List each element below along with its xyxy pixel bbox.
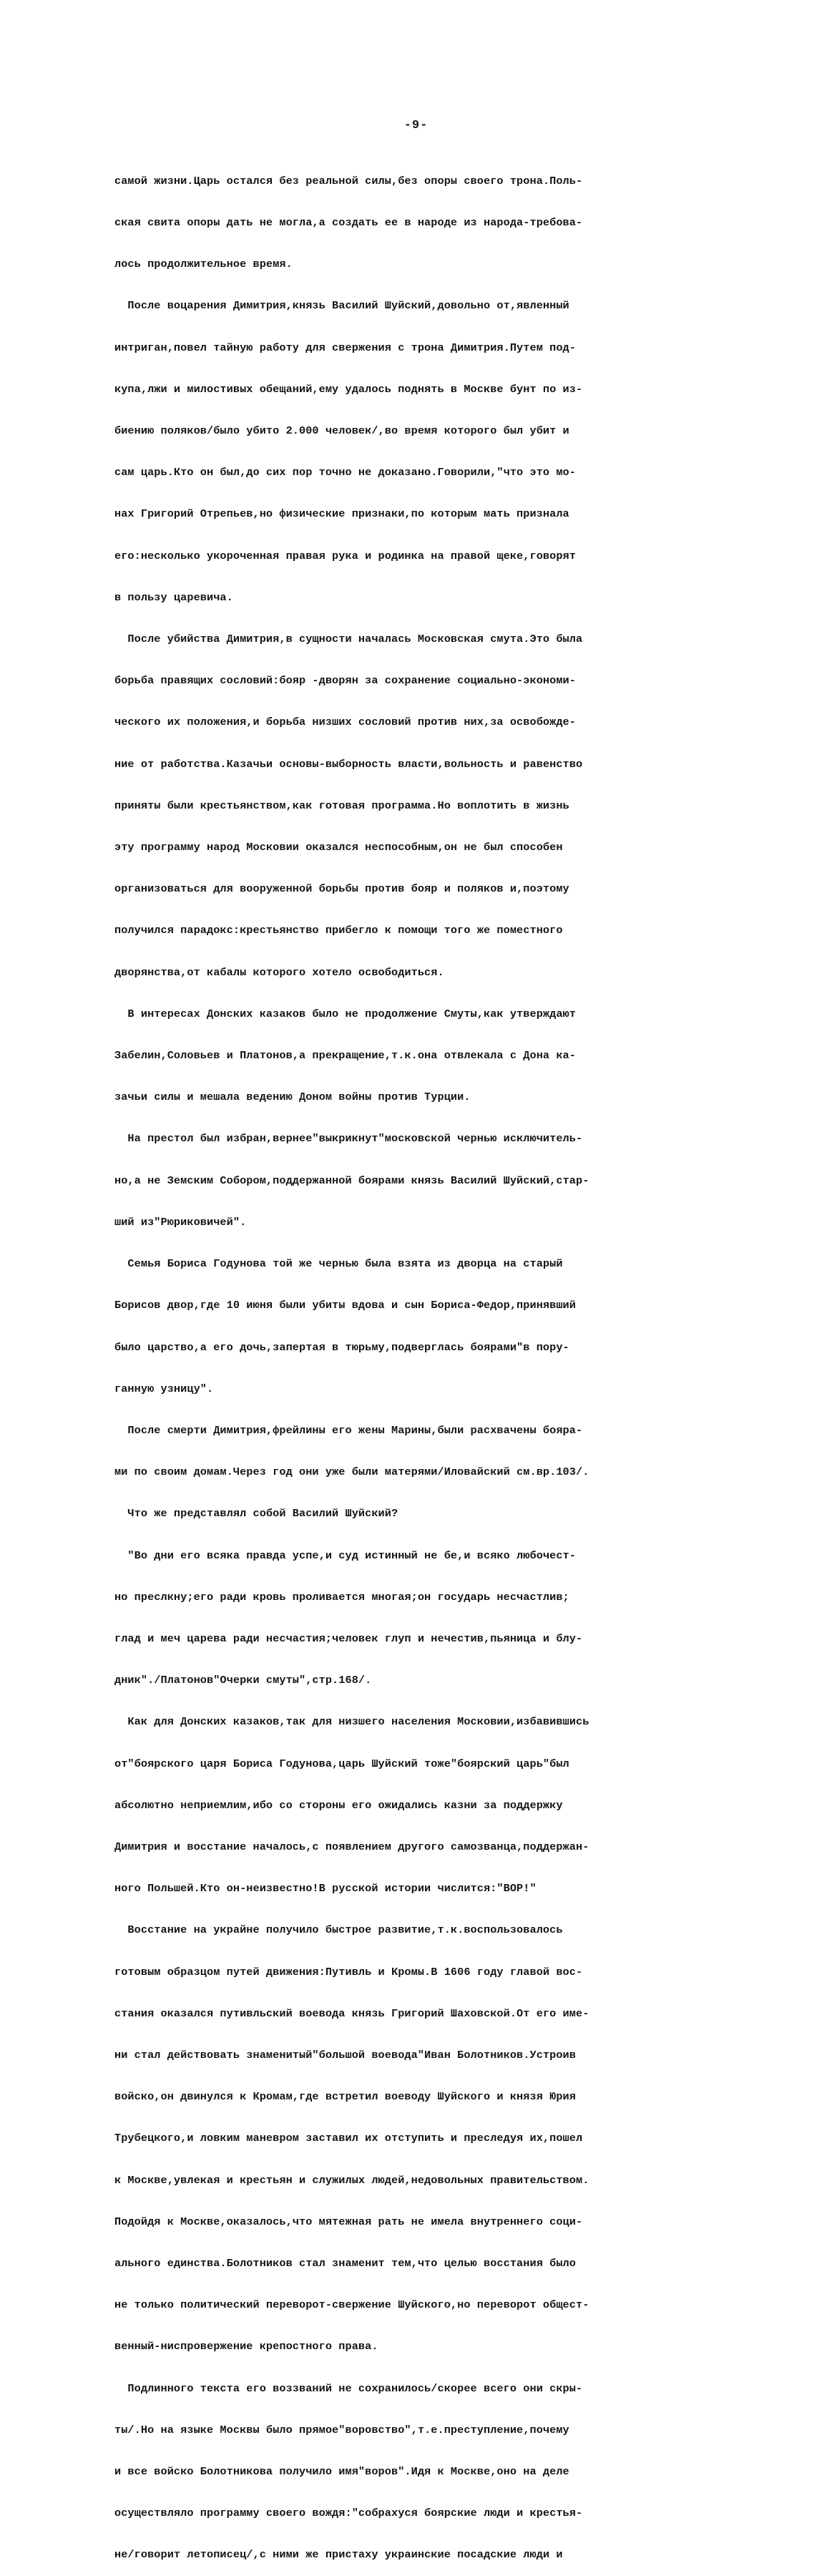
text-line: к Москве,увлекая и крестьян и служилых людей,недовольных правительством. <box>114 2173 589 2187</box>
text-line: ческого их положения,и борьба низших сословий против них,за освобожде- <box>114 716 576 729</box>
text-line: Как для Донских казаков,так для низшего населения Московии,избавившись <box>114 1715 589 1729</box>
text-line: но,а не Земским Собором,поддержанной боярами князь Василий Шуйский,стар- <box>114 1174 589 1187</box>
text-line: дник"./Платонов"Очерки смуты",стр.168/. <box>114 1674 372 1687</box>
text-line: ганную узницу". <box>114 1382 214 1395</box>
text-line: дворянства,от кабалы которого хотело освободиться. <box>114 965 444 979</box>
text-line: После смерти Димитрия,фрейлины его жены Марины,были расхвачены бояра- <box>114 1423 583 1437</box>
text-line: нах Григорий Отрепьев,но физические признаки,по которым мать признала <box>114 507 569 521</box>
text-line: зачьи силы и мешала ведению Доном войны против Турции. <box>114 1091 471 1104</box>
text-line: Подлинного текста его воззваний не сохранилось/скорее всего они скры- <box>114 2381 583 2395</box>
text-line: абсолютно неприемлим,ибо со стороны его ожидались казни за поддержку <box>114 1798 563 1812</box>
text-line: глад и меч царева ради несчастия;человек глуп и нечестив,пьяница и блу- <box>114 1631 583 1645</box>
text-line: эту программу народ Московии оказался неспособным,он не был способен <box>114 841 563 854</box>
text-line: не только политический переворот-свержение Шуйского,но переворот общест- <box>114 2298 589 2312</box>
text-line: ты/.Но на языке Москвы было прямое"воровство",т.е.преступление,почему <box>114 2423 569 2436</box>
text-line: ми по своим домам.Через год они уже были матерями/Иловайский см.вр.103/. <box>114 1465 589 1479</box>
text-line: было царство,а его дочь,запертая в тюрьму,подверглась боярами"в пору- <box>114 1340 569 1354</box>
text-line: ший из"Рюриковичей". <box>114 1215 247 1229</box>
text-line: купа,лжи и милостивых обещаний,ему удалось поднять в Москве бунт по из- <box>114 382 583 396</box>
text-line: сам царь.Кто он был,до сих пор точно не доказано.Говорили,"что это мо- <box>114 466 576 479</box>
text-line: После воцарения Димитрия,князь Василий Шуйский,довольно от,явленный <box>114 299 569 313</box>
text-line: ни стал действовать знаменитый"большой воевода"Иван Болотников.Устроив <box>114 2048 576 2062</box>
text-line: Восстание на украйне получило быстрое развитие,т.к.воспользовалось <box>114 1923 563 1937</box>
text-line: ного Польшей.Кто он-неизвестно!В русской истории числится:"ВОР!" <box>114 1882 537 1896</box>
text-line: Семья Бориса Годунова той же чернью была взята из дворца на старый <box>114 1257 563 1271</box>
text-line: Борисов двор,где 10 июня были убиты вдова и сын Бориса-Федор,принявший <box>114 1299 576 1312</box>
text-line: от"боярского царя Бориса Годунова,царь Шуйский тоже"боярский царь"был <box>114 1757 569 1770</box>
text-line: борьба правящих сословий:бояр -дворян за сохранение социально-экономи- <box>114 674 576 688</box>
text-line: Трубецкого,и ловким маневром заставил их отступить и преследуя их,пошел <box>114 2132 583 2145</box>
text-line: После убийства Димитрия,в сущности началась Московская смута.Это была <box>114 633 583 646</box>
text-line: лось продолжительное время. <box>114 258 293 271</box>
text-line: интриган,повел тайную работу для свержения с трона Димитрия.Путем под- <box>114 341 576 354</box>
text-line: биению поляков/было убито 2.000 человек/,во время которого был убит и <box>114 424 569 438</box>
text-line: Что же представлял собой Василий Шуйский? <box>114 1507 398 1521</box>
text-line: В интересах Донских казаков было не продолжение Смуты,как утверждают <box>114 1007 576 1020</box>
text-line: его:несколько укороченная правая рука и родинка на правой щеке,говорят <box>114 549 576 562</box>
text-line: На престол был избран,вернее"выкрикнут"московской чернью исключитель- <box>114 1132 583 1146</box>
text-line: ального единства.Болотников стал знаменит тем,что целью восстания было <box>114 2256 576 2270</box>
text-line: "Во дни его всяка правда успе,и суд истинный не бе,и всяко любочест- <box>114 1548 576 1562</box>
text-line: Забелин,Соловьев и Платонов,а прекращение,т.к.она отвлекала с Дона ка- <box>114 1049 576 1063</box>
document-body <box>114 147 724 2576</box>
text-line: стания оказался путивльский воевода князь Григорий Шаховской.От его име- <box>114 2006 589 2020</box>
text-line: венный-ниспровержение крепостного права. <box>114 2340 378 2353</box>
text-line: организоваться для вооруженной борьбы против бояр и поляков и,поэтому <box>114 882 569 896</box>
text-line: готовым образцом путей движения:Путивль и Кромы.В 1606 году главой вос- <box>114 1965 583 1979</box>
text-line: войско,он двинулся к Кромам,где встретил воеводу Шуйского и князя Юрия <box>114 2090 576 2104</box>
text-line: не/говорит летописец/,с ними же пристаху украинские посадские люди и <box>114 2548 563 2562</box>
text-line: самой жизни.Царь остался без реальной силы,без опоры своего трона.Поль- <box>114 174 583 187</box>
text-line: осуществляло программу своего вождя:"собрахуся боярские люди и крестья- <box>114 2507 583 2520</box>
text-line: ская свита опоры дать не могла,а создать ее в народе из народа-требова- <box>114 216 583 230</box>
text-line: Димитрия и восстание началось,с появлением другого самозванца,поддержан- <box>114 1840 589 1853</box>
text-line: получился парадокс:крестьянство прибегло к помощи того же поместного <box>114 924 563 937</box>
text-line: но преслкну;его ради кровь проливается многая;он государь несчастлив; <box>114 1590 569 1604</box>
text-line: и все войско Болотникова получило имя"воров".Идя к Москве,оно на деле <box>114 2464 569 2478</box>
text-line: приняты были крестьянством,как готовая программа.Но воплотить в жизнь <box>114 799 569 812</box>
text-line: в пользу царевича. <box>114 590 233 604</box>
page-number: -9- <box>403 119 429 132</box>
text-line: ние от работства.Казачьи основы-выборность власти,вольность и равенство <box>114 757 583 771</box>
text-line: Подойдя к Москве,оказалось,что мятежная рать не имела внутреннего соци- <box>114 2215 583 2228</box>
